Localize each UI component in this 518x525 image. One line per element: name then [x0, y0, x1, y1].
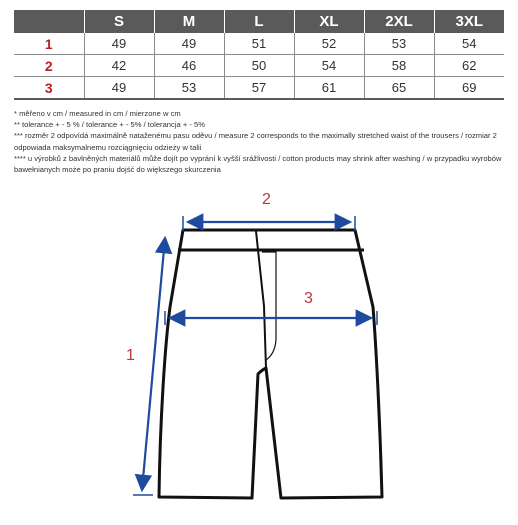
- table-header-m: M: [154, 10, 224, 33]
- table-header-row: [14, 10, 504, 33]
- measure-1-label: 1: [126, 347, 135, 364]
- shorts-outline: [159, 230, 382, 498]
- note-line: *** rozměr 2 odpovídá maximálně nataženému pasu oděvu / measure 2 corresponds to the maximally stretched waist of the trousers / rozmiar 2 odpowiada maksymalnemu rozciągnięciu odzieży w talii: [14, 131, 497, 152]
- table-cell: 49: [154, 33, 224, 55]
- row-label: 3: [14, 77, 84, 100]
- table-cell: 62: [434, 55, 504, 77]
- row-label: 2: [14, 55, 84, 77]
- shorts-body-outline: [159, 230, 382, 498]
- table-row: [14, 55, 504, 77]
- measurement-notes: [14, 108, 509, 175]
- table-cell: 49: [84, 33, 154, 55]
- measure-1-arrow: [142, 238, 165, 490]
- table-cell: 53: [154, 77, 224, 100]
- table-header-corner: [14, 10, 84, 33]
- table-row: [14, 77, 504, 100]
- table-cell: 53: [364, 33, 434, 55]
- table-cell: 50: [224, 55, 294, 77]
- note-line: * měřeno v cm / measured in cm / mierzone w cm: [14, 109, 181, 118]
- table-cell: 46: [154, 55, 224, 77]
- measure-2-waist: [183, 191, 355, 231]
- table-cell: 69: [434, 77, 504, 100]
- note-line: ** tolerance + - 5 % / tolerance + - 5% / tolerancja + - 5%: [14, 120, 205, 130]
- table-cell: 57: [224, 77, 294, 100]
- table-cell: 61: [294, 77, 364, 100]
- measure-3-label: 3: [304, 290, 313, 307]
- measure-2-label: 2: [262, 191, 271, 208]
- table-cell: 58: [364, 55, 434, 77]
- measure-3-hip: [165, 290, 377, 325]
- row-label: 1: [14, 33, 84, 55]
- table-header-2xl: 2XL: [364, 10, 434, 33]
- table-cell: 65: [364, 77, 434, 100]
- table-header-3xl: 3XL: [434, 10, 504, 33]
- table-header-l: L: [224, 10, 294, 33]
- note-line: **** u výrobků z bavlněných materiálů může dojít po vyprání k vyšší srážlivosti / cotton products may shrink after washing / w przypadku wyrobów bawełnianych może po praniu dojść do większego skurczenia: [14, 153, 502, 175]
- table-row: [14, 33, 504, 55]
- table-header-xl: XL: [294, 10, 364, 33]
- table-cell: 42: [84, 55, 154, 77]
- table-cell: 49: [84, 77, 154, 100]
- shorts-measurement-diagram: [0, 178, 518, 518]
- table-cell: 54: [434, 33, 504, 55]
- table-cell: 51: [224, 33, 294, 55]
- table-cell: 52: [294, 33, 364, 55]
- table-cell: 54: [294, 55, 364, 77]
- size-chart-table: [14, 10, 504, 100]
- table-header-s: S: [84, 10, 154, 33]
